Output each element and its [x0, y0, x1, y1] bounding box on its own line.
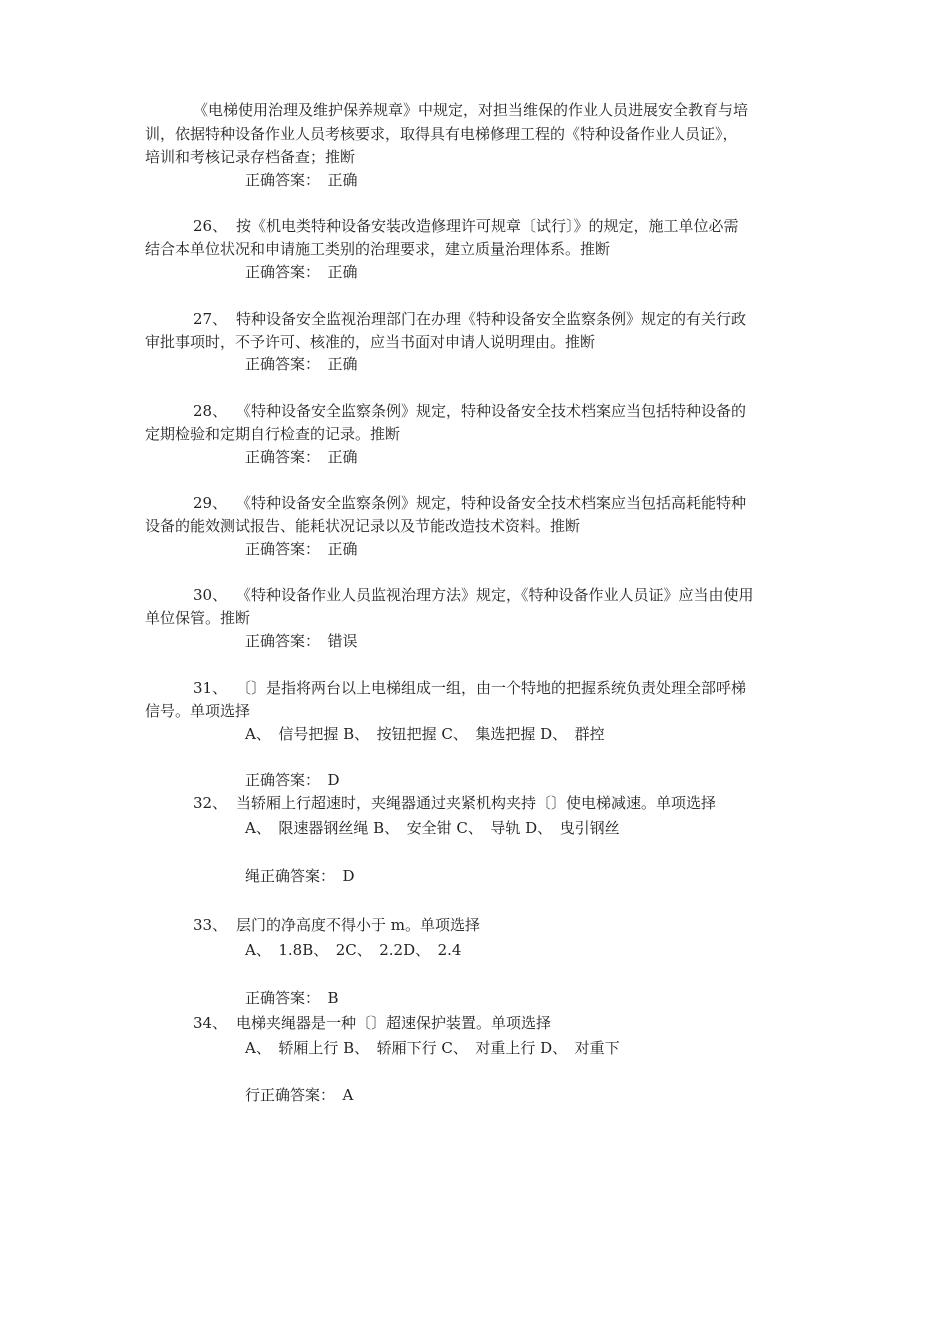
question-text: 当轿厢上行超速时，夹绳器通过夹紧机构夹持〔〕使电梯减速。单项选择 — [236, 794, 717, 812]
intro-line-2: 训，依据特种设备作业人员考核要求，取得具有电梯修理工程的《特种设备作业人员证》， — [145, 125, 738, 143]
question-30-line-2: 单位保管。推断 — [145, 609, 251, 627]
question-30-line-1 — [193, 585, 754, 605]
question-33-options: A、 1.8B、 2C、 2.2D、 2.4 — [245, 941, 462, 959]
question-text: 《特种设备安全监察条例》规定，特种设备安全技术档案应当包括特种设备的 — [236, 402, 747, 420]
question-27-line-2: 审批事项时，不予许可、核准的，应当书面对申请人说明理由。推断 — [145, 333, 596, 351]
intro-line-3: 培训和考核记录存档备查；推断 — [145, 148, 356, 166]
question-number: 29、 — [193, 494, 228, 512]
question-28-line-1 — [193, 401, 746, 421]
question-33-answer: 正确答案： B — [245, 989, 339, 1007]
question-text: 按《机电类特种设备安装改造修理许可规章〔试行〕》的规定，施工单位必需 — [236, 217, 739, 235]
question-32-answer: 绳正确答案： D — [245, 867, 355, 885]
question-31-line-1 — [193, 678, 746, 698]
intro-line-1: 《电梯使用治理及维护保养规章》中规定，对担当维保的作业人员进展安全教育与培 — [193, 101, 749, 119]
question-number: 33、 — [193, 916, 228, 934]
question-32-options: A、 限速器钢丝绳 B、 安全钳 C、 导轨 D、 曳引钢丝 — [245, 819, 620, 837]
question-26-line-2: 结合本单位状况和申请施工类别的治理要求，建立质量治理体系。推断 — [145, 240, 611, 258]
question-text: 《特种设备安全监察条例》规定，特种设备安全技术档案应当包括高耗能特种 — [236, 494, 747, 512]
question-number: 26、 — [193, 217, 228, 235]
question-27-line-1 — [193, 309, 746, 329]
question-34-line-1 — [193, 1013, 551, 1033]
question-29-line-2: 设备的能效测试报告、能耗状况记录以及节能改造技术资料。推断 — [145, 517, 581, 535]
question-31-options: A、 信号把握 B、 按钮把握 C、 集选把握 D、 群控 — [245, 725, 605, 743]
question-33-line-1 — [193, 915, 480, 935]
intro-answer: 正确答案： 正确 — [245, 171, 358, 189]
question-27-answer: 正确答案： 正确 — [245, 355, 358, 373]
question-text: 电梯夹绳器是一种〔〕超速保护装置。单项选择 — [236, 1014, 552, 1032]
question-text: 〔〕是指将两台以上电梯组成一组，由一个特地的把握系统负责处理全部呼梯 — [236, 679, 747, 697]
question-30-answer: 正确答案： 错误 — [245, 632, 358, 650]
question-32-line-1 — [193, 793, 716, 813]
question-number: 28、 — [193, 402, 228, 420]
question-26-line-1 — [193, 216, 739, 236]
question-text: 层门的净高度不得小于 m。单项选择 — [236, 916, 480, 934]
question-29-answer: 正确答案： 正确 — [245, 540, 358, 558]
question-31-line-2: 信号。单项选择 — [145, 702, 251, 720]
question-text: 《特种设备作业人员监视治理方法》规定，《特种设备作业人员证》应当由使用 — [236, 586, 754, 604]
question-number: 30、 — [193, 586, 228, 604]
question-26-answer: 正确答案： 正确 — [245, 263, 358, 281]
question-34-answer: 行正确答案： A — [245, 1086, 354, 1104]
question-29-line-1 — [193, 493, 746, 513]
question-number: 32、 — [193, 794, 228, 812]
question-number: 27、 — [193, 310, 228, 328]
question-28-answer: 正确答案： 正确 — [245, 448, 358, 466]
question-number: 34、 — [193, 1014, 228, 1032]
question-number: 31、 — [193, 679, 228, 697]
question-34-options: A、 轿厢上行 B、 轿厢下行 C、 对重上行 D、 对重下 — [245, 1039, 620, 1057]
question-31-answer: 正确答案： D — [245, 771, 340, 789]
question-28-line-2: 定期检验和定期自行检查的记录。推断 — [145, 425, 401, 443]
question-text: 特种设备安全监视治理部门在办理《特种设备安全监察条例》规定的有关行政 — [236, 310, 747, 328]
